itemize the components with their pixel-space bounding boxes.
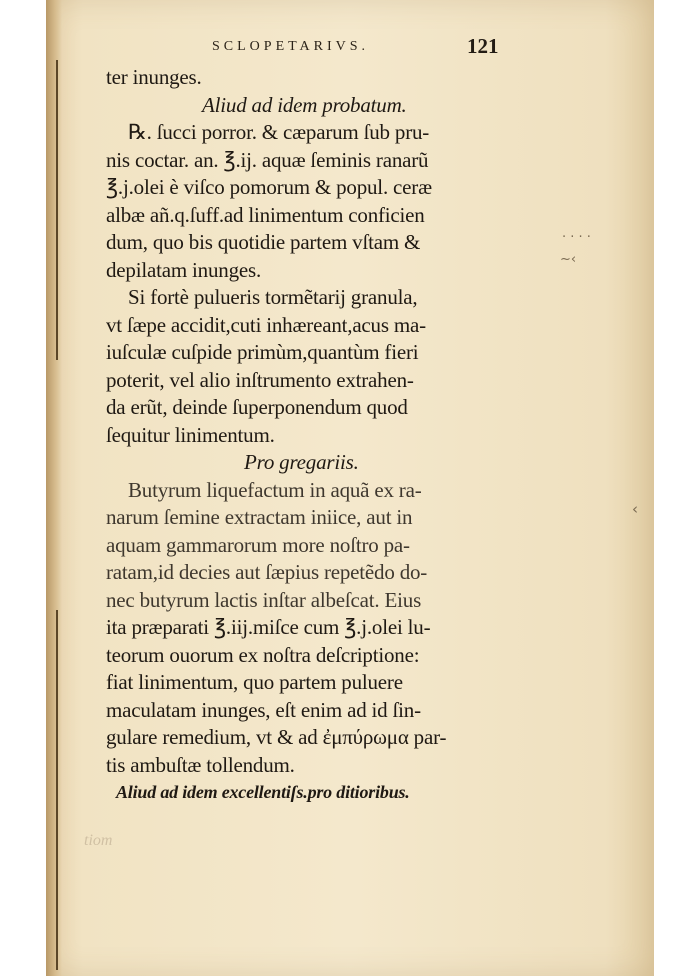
text-line: nec butyrum lactis inſtar albeſcat. Eius [106,587,422,612]
text-line: Si fortè pulueris tormẽtarij granula, [128,285,418,309]
text-line: ℥.j.olei è viſco pomorum & popul. ceræ [106,175,432,199]
text-line: dum, quo bis quotidie partem vſtam & [106,230,421,254]
text-line: ſequitur linimentum. [106,422,275,447]
text-line: tis ambuſtæ tollendum. [106,752,295,777]
page-gutter [46,0,62,976]
text-line: albæ añ.q.ſuff.ad linimentum conficien [106,202,425,227]
text-line: gulare remedium, vt & ad ἐμπύρωμα par- [106,725,447,749]
section-title: Pro gregariis. [244,450,359,474]
text-line: Butyrum liquefactum in aquã ex ra- [128,477,422,502]
running-head: SCLOPETARIVS. [212,39,370,54]
text-line: maculatam inunges, eſt enim ad id ſin- [106,697,421,722]
margin-rule-bottom [56,610,58,970]
text-line: ter inunges. [106,65,202,89]
section-title: Aliud ad idem excellentiſs.pro ditioribus. [116,782,410,802]
text-line: ratam,id decies aut ſæpius repetẽdo do- [106,560,428,584]
text-line: teorum ouorum ex noſtra deſcriptione: [106,642,420,667]
text-line: nis coctar. an. ℥.ij. aquæ ſeminis ranarũ [106,147,429,172]
body-text [106,64,506,807]
margin-mark: ‹ [632,500,638,518]
text-line: poterit, vel alio inſtrumento extrahen- [106,367,414,392]
text-line: fiat linimentum, quo partem puluere [106,670,403,694]
text-line: iuſculæ cuſpide primùm,quantùm fieri [106,340,419,364]
text-line: narum ſemine extractam iniice, aut in [106,505,413,529]
text-line: aquam gammarorum more noſtro pa- [106,532,410,557]
margin-mark: ~‹ [560,252,577,267]
page-number: 121 [467,34,499,58]
text-line: ita præparati ℥.iij.miſce cum ℥.j.olei lu- [106,615,431,639]
margin-rule-top [56,60,58,360]
margin-mark: · · · · [562,230,591,245]
text-line: depilatam inunges. [106,257,262,282]
catchword: tiom [84,832,113,849]
text-line: ℞. ſucci porror. & cæparum ſub pru- [128,120,430,144]
text-line: vt ſæpe accidit,cuti inhæreant,acus ma- [106,312,426,337]
text-line: da erũt, deinde ſuperponendum quod [106,395,408,419]
section-title: Aliud ad idem probatum. [202,92,407,117]
